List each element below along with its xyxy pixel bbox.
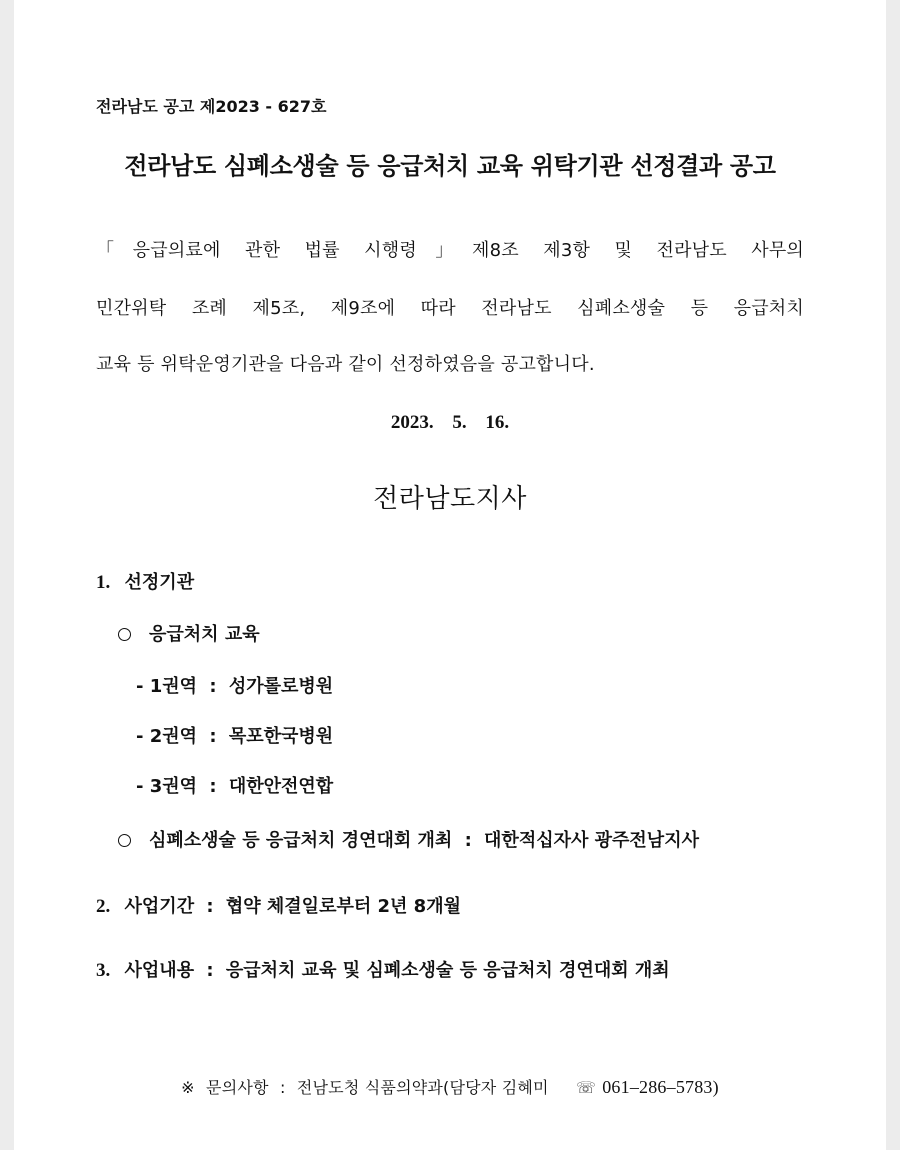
region-3-org: 대한안전연합 [228,776,334,797]
region-2-row: - 2권역 : 목포한국병원 [136,726,334,747]
notice-number: 전라남도 공고 제2023 - 627호 [96,97,327,116]
section-3-number: 3. [96,960,111,981]
item-competition [118,826,699,852]
section-1-title: 선정기관 [124,572,195,593]
region-1-org: 성가롤로병원 [228,676,334,697]
body-line-1: 「응급의료에 관한 법률 시행령」제8조 제3항 및 전라남도 사무의 [96,240,804,261]
reference-mark-icon: ※ [181,1078,195,1097]
issuer-name: 전라남도지사 [373,484,527,514]
section-1-number: 1. [96,572,111,593]
section-2-row [96,892,461,918]
section-3-separator: : [206,960,214,981]
region-1-separator: : [209,676,217,697]
section-3-row [96,956,670,982]
region-2-org: 목포한국병원 [228,726,334,747]
contact-footer [14,1075,886,1098]
region-2-separator: : [209,726,217,747]
document-page [14,0,886,1150]
section-3-value: 응급처치 교육 및 심폐소생술 등 응급처치 경연대회 개최 [225,960,670,981]
section-2-separator: : [206,896,214,917]
section-3-label: 사업내용 [124,960,195,981]
region-3-separator: : [209,776,217,797]
telephone-icon: ☏ [576,1078,597,1097]
item-competition-label: 심폐소생술 등 응급처치 경연대회 개최 [149,830,453,851]
region-3-label: 3권역 [149,776,198,797]
item-competition-org: 대한적십자사 광주전남지사 [484,830,699,851]
item-competition-separator: : [464,830,472,851]
circle-bullet-icon [118,628,131,641]
circle-bullet-icon [118,834,131,847]
contact-phone: 061–286–5783) [602,1077,719,1097]
body-line-3: 교육 등 위탁운영기관을 다음과 같이 선정하였음을 공고합니다. [96,354,595,375]
contact-label: 문의사항 [206,1078,269,1097]
section-2-number: 2. [96,896,111,917]
contact-separator: : [279,1078,286,1097]
item-cpr-education-label: 응급처치 교육 [149,624,260,645]
region-2-label: 2권역 [149,726,198,747]
section-1-heading [96,568,194,594]
region-1-row: - 1권역 : 성가롤로병원 [136,676,334,697]
body-line-2: 민간위탁 조례 제5조, 제9조에 따라 전라남도 심폐소생술 등 응급처치 [96,298,804,319]
contact-department: 전남도청 식품의약과(담당자 김혜미 [296,1078,549,1097]
section-2-value: 협약 체결일로부터 2년 8개월 [225,896,461,917]
document-title: 전라남도 심폐소생술 등 응급처치 교육 위탁기관 선정결과 공고 [124,152,776,180]
item-cpr-education [118,620,260,646]
region-1-label: 1권역 [149,676,198,697]
notice-date: 2023. 5. 16. [390,412,510,433]
section-2-label: 사업기간 [124,896,195,917]
region-3-row: - 3권역 : 대한안전연합 [136,776,334,797]
